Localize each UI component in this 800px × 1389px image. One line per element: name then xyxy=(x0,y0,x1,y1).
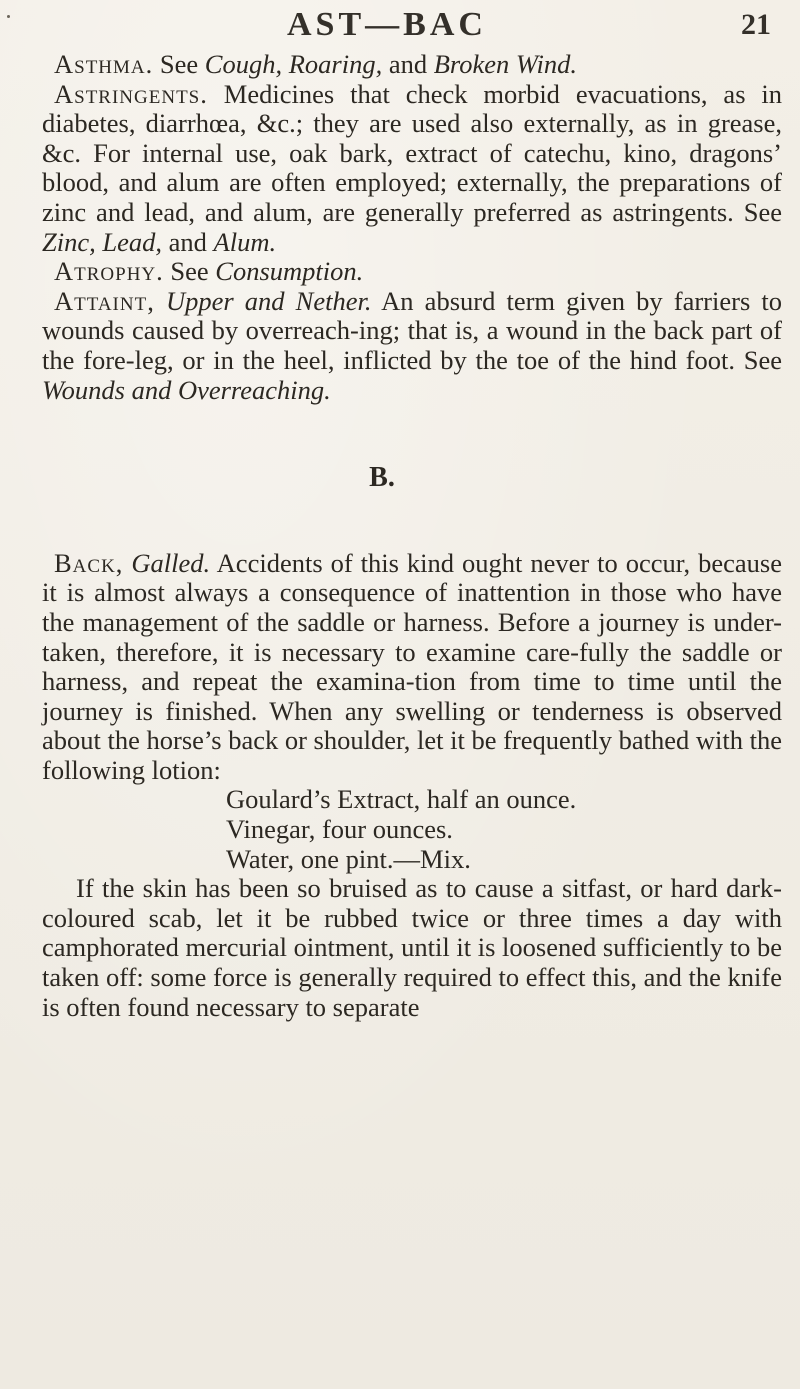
see-label: See xyxy=(159,49,199,79)
entry-atrophy xyxy=(42,257,782,287)
cross-reference: Zinc, Lead, xyxy=(42,226,162,257)
cross-reference: Consumption. xyxy=(215,256,364,287)
body-text xyxy=(42,50,782,1022)
entry-continuation xyxy=(42,874,782,1022)
entry-headword: Back, xyxy=(54,547,124,578)
entry-back-galled xyxy=(42,549,782,786)
entry-text: If the skin has been so bruised as to cause a sitfast, or hard dark-coloured scab, let it be rubbed twice or three times a day with camphorated mercurial ointment, until it is loosened sufficiently to be taken off: some force is generally required to effect this, and the knife is often found necessary to separate xyxy=(42,873,783,1022)
entry-attaint xyxy=(42,287,782,405)
running-title: AST—BAC xyxy=(287,6,487,43)
entry-asthma xyxy=(42,50,782,80)
page-number: 21 xyxy=(741,8,771,41)
entry-text: Accidents of this kind ought never to occur, because it is almost always a consequence of inattention in those who have the management of the saddle or harness. Before a journey is under-taken, therefore, it is necessary to examine care-fully the saddle or harness, and repeat the examina-tion from time to time until the journey is finished. When any swelling or tenderness is observed about the horse’s back or shoulder, let it be frequently bathed with the following lotion: xyxy=(42,547,782,785)
entry-headword: Asthma. xyxy=(54,49,154,79)
entry-headword: Attaint, xyxy=(54,285,155,316)
see-label: See xyxy=(743,196,782,227)
cross-reference: Broken Wind. xyxy=(433,49,577,79)
running-head xyxy=(0,6,800,46)
entry-text: An absurd term given by farriers to wounds caused by overreach-ing; that is, a wound in the back part of the fore-leg, or in the heel, inflicted by the toe of the hind foot. xyxy=(42,285,782,375)
lotion-recipe xyxy=(42,785,782,874)
cross-reference: Cough, Roaring, xyxy=(204,49,383,79)
conjunction: and xyxy=(388,49,428,79)
section-heading: B. xyxy=(369,462,395,494)
conjunction: and xyxy=(168,226,207,257)
margin-speck xyxy=(7,15,10,18)
recipe-line: Goulard’s Extract, half an ounce. xyxy=(226,784,577,815)
entry-astringents xyxy=(42,80,782,258)
see-label: See xyxy=(170,256,209,287)
see-label: See xyxy=(743,344,783,375)
recipe-line: Water, one pint.—Mix. xyxy=(226,843,471,874)
entry-headword: Atrophy. xyxy=(54,256,164,287)
cross-reference: Alum. xyxy=(213,226,277,257)
entry-headword: Astringents. xyxy=(54,78,208,109)
entry-subhead: Upper and Nether. xyxy=(165,285,372,316)
entry-text: Medicines that check morbid evacuations, as in diabetes, diarrhœa, &c.; they are used also externally, as in grease, &c. For internal use, oak bark, extract of catechu, kino, dragons’ blood, and alum are often employed; externally, the preparations of zinc and lead, and alum, are generally preferred as astringents. xyxy=(42,78,783,227)
recipe-line: Vinegar, four ounces. xyxy=(226,814,453,845)
cross-reference: Wounds and Overreaching. xyxy=(42,374,331,405)
entry-subhead: Galled. xyxy=(131,547,211,578)
